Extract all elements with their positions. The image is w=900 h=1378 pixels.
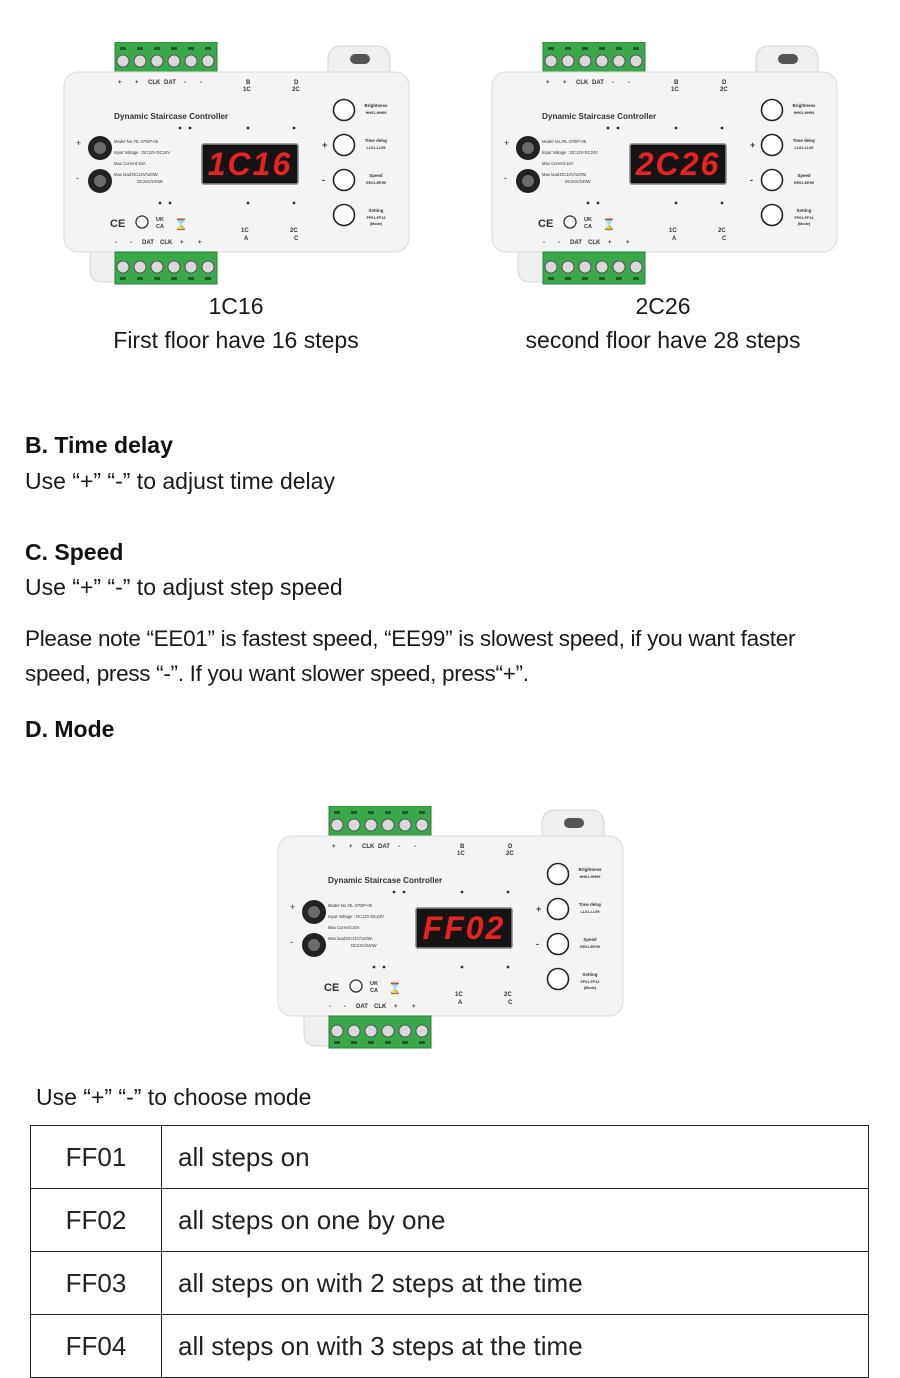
terminal-slot bbox=[633, 277, 639, 280]
spec-line: Max Current:10A bbox=[328, 925, 360, 930]
control-button bbox=[334, 205, 355, 226]
cert-mark: CE bbox=[538, 218, 554, 230]
terminal-screw bbox=[151, 55, 163, 67]
terminal-screw bbox=[596, 261, 608, 273]
speed-note bbox=[25, 621, 855, 691]
bottom-port-label: C bbox=[508, 1000, 513, 1006]
terminal-slot bbox=[582, 277, 588, 280]
terminal-screw bbox=[168, 261, 180, 273]
bottom-port-label: 2C bbox=[290, 228, 298, 234]
terminal-slot bbox=[616, 277, 622, 280]
spec-line: Model No.:RL-STEP-05 bbox=[542, 139, 586, 144]
bottom-port-label: 2C bbox=[504, 992, 512, 998]
bottom-terminal-label: - bbox=[344, 1004, 346, 1010]
terminal-slot bbox=[334, 811, 340, 814]
bottom-terminal-label: + bbox=[180, 240, 184, 246]
button-range: EE01-EE99 bbox=[366, 181, 386, 185]
terminal-screw bbox=[416, 819, 428, 831]
terminal-slot bbox=[120, 277, 126, 280]
top-port-label: 2C bbox=[720, 87, 728, 93]
terminal-screw bbox=[117, 261, 129, 273]
terminal-screw bbox=[562, 261, 574, 273]
button-sign: + bbox=[536, 904, 542, 914]
button-range: EE01-EE99 bbox=[794, 181, 814, 185]
top-port-label: D bbox=[722, 80, 727, 86]
terminal-slot bbox=[548, 277, 554, 280]
device-image-2c26 bbox=[488, 42, 868, 292]
cert-mark: CA bbox=[156, 224, 164, 230]
terminal-slot bbox=[419, 811, 425, 814]
top-terminal-label: + bbox=[563, 80, 567, 86]
control-button bbox=[334, 170, 355, 191]
top-terminal-label: CLK bbox=[576, 80, 589, 86]
terminal-screw bbox=[562, 55, 574, 67]
svg-text:+: + bbox=[290, 902, 296, 912]
bottom-port-label: 1C bbox=[455, 992, 463, 998]
terminal-screw bbox=[613, 55, 625, 67]
spec-line: Input Voltage : DC12V-DC24V bbox=[328, 914, 385, 919]
bottom-port-label: C bbox=[722, 236, 727, 242]
mode-description: all steps on with 2 steps at the time bbox=[162, 1252, 869, 1315]
mode-code: FF03 bbox=[31, 1252, 162, 1315]
button-sign: - bbox=[322, 175, 325, 185]
top-terminal-label: CLK bbox=[148, 80, 161, 86]
bottom-terminal-label: - bbox=[558, 240, 560, 246]
led-display: 1C16 bbox=[207, 146, 293, 182]
spec-line: Model No.:RL-STEP-05 bbox=[328, 903, 372, 908]
mode-code: FF04 bbox=[31, 1315, 162, 1378]
top-terminal-label: - bbox=[398, 844, 400, 850]
led-display: FF02 bbox=[422, 910, 506, 946]
controller-illustration bbox=[488, 42, 868, 292]
terminal-slot bbox=[154, 277, 160, 280]
terminal-screw bbox=[399, 1025, 411, 1037]
terminal-slot bbox=[188, 47, 194, 50]
bottom-port-label: 2C bbox=[718, 228, 726, 234]
terminal-slot bbox=[385, 1041, 391, 1044]
device-image-ff02 bbox=[274, 806, 654, 1056]
control-button bbox=[762, 205, 783, 226]
device-caption-1 bbox=[66, 289, 406, 357]
terminal-slot bbox=[616, 47, 622, 50]
caption-code: 1C16 bbox=[208, 293, 264, 319]
table-row bbox=[31, 1252, 869, 1315]
terminal-slot bbox=[368, 1041, 374, 1044]
control-button bbox=[548, 934, 569, 955]
button-label: Time delay bbox=[578, 902, 602, 907]
control-button bbox=[334, 100, 355, 121]
terminal-screw bbox=[348, 1025, 360, 1037]
top-port-label: 1C bbox=[243, 87, 251, 93]
svg-text:⌛: ⌛ bbox=[602, 219, 616, 231]
terminal-slot bbox=[599, 47, 605, 50]
bottom-terminal-label: - bbox=[329, 1004, 331, 1010]
terminal-screw bbox=[202, 261, 214, 273]
terminal-screw bbox=[630, 261, 642, 273]
top-terminal-label: DAT bbox=[164, 80, 176, 86]
terminal-screw bbox=[365, 819, 377, 831]
caption-text: First floor have 16 steps bbox=[113, 327, 359, 353]
top-port-label: D bbox=[294, 80, 299, 86]
control-button bbox=[334, 135, 355, 156]
bottom-port-label: 1C bbox=[241, 228, 249, 234]
spec-line: Max Current:10A bbox=[114, 161, 146, 166]
bottom-terminal-label: + bbox=[198, 240, 202, 246]
terminal-screw bbox=[382, 1025, 394, 1037]
bottom-port-label: C bbox=[294, 236, 299, 242]
control-button bbox=[548, 864, 569, 885]
terminal-screw bbox=[331, 819, 343, 831]
top-terminal-label: CLK bbox=[362, 844, 375, 850]
control-button bbox=[548, 969, 569, 990]
button-range: LL01-LL99 bbox=[794, 146, 814, 150]
terminal-slot bbox=[548, 47, 554, 50]
terminal-slot bbox=[599, 277, 605, 280]
spec-line: Max Current:10A bbox=[542, 161, 574, 166]
bottom-terminal-label: DAT bbox=[356, 1004, 368, 1010]
terminal-screw bbox=[117, 55, 129, 67]
button-range: FF01-FF12 bbox=[366, 216, 386, 220]
terminal-slot bbox=[368, 811, 374, 814]
bottom-terminal-label: - bbox=[543, 240, 545, 246]
top-port-label: 1C bbox=[671, 87, 679, 93]
cert-mark: UK bbox=[370, 981, 378, 987]
caption-text: second floor have 28 steps bbox=[525, 327, 801, 353]
top-port-label: 2C bbox=[506, 851, 514, 857]
button-sign: + bbox=[750, 140, 756, 150]
section-b-title: B. Time delay bbox=[25, 432, 173, 458]
button-label: Time delay bbox=[792, 138, 816, 143]
cert-mark: UK bbox=[584, 217, 592, 223]
terminal-screw bbox=[416, 1025, 428, 1037]
terminal-slot bbox=[137, 277, 143, 280]
spec-line: Max load:DC12V/120W, bbox=[114, 172, 159, 177]
top-terminal-label: - bbox=[414, 844, 416, 850]
top-port-label: B bbox=[674, 80, 679, 86]
control-button bbox=[762, 135, 783, 156]
table-row bbox=[31, 1315, 869, 1378]
bottom-port-label: A bbox=[672, 236, 677, 242]
cert-mark: CE bbox=[324, 982, 340, 994]
bottom-terminal-label: + bbox=[608, 240, 612, 246]
modes-table bbox=[30, 1125, 869, 1378]
mode-description: all steps on with 3 steps at the time bbox=[162, 1315, 869, 1378]
bottom-terminal-label: DAT bbox=[142, 240, 154, 246]
terminal-slot bbox=[334, 1041, 340, 1044]
cert-mark: CA bbox=[370, 988, 378, 994]
top-port-label: B bbox=[460, 844, 465, 850]
top-terminal-label: + bbox=[135, 80, 139, 86]
top-terminal-label: + bbox=[349, 844, 353, 850]
terminal-slot bbox=[385, 811, 391, 814]
terminal-slot bbox=[154, 47, 160, 50]
button-range: FF01-FF12 bbox=[580, 980, 600, 984]
terminal-slot bbox=[633, 47, 639, 50]
terminal-screw bbox=[151, 261, 163, 273]
top-terminal-label: + bbox=[546, 80, 550, 86]
button-label: Setting bbox=[368, 208, 384, 213]
bottom-terminal-label: CLK bbox=[160, 240, 173, 246]
terminal-slot bbox=[419, 1041, 425, 1044]
terminal-slot bbox=[188, 277, 194, 280]
spec-line: Max load:DC12V/120W, bbox=[328, 936, 373, 941]
button-sign: - bbox=[536, 939, 539, 949]
terminal-screw bbox=[399, 819, 411, 831]
mode-description: all steps on one by one bbox=[162, 1189, 869, 1252]
svg-text:+: + bbox=[76, 138, 82, 148]
mode-code: FF02 bbox=[31, 1189, 162, 1252]
bottom-terminal-label: + bbox=[626, 240, 630, 246]
bottom-terminal-label: + bbox=[394, 1004, 398, 1010]
speed-note-line2: speed, press “-”. If you want slower speed, press“+”. bbox=[25, 661, 529, 686]
terminal-slot bbox=[120, 47, 126, 50]
button-extra: (Mode) bbox=[369, 222, 383, 226]
top-terminal-label: - bbox=[628, 80, 630, 86]
section-c-title: C. Speed bbox=[25, 539, 124, 565]
terminal-screw bbox=[134, 261, 146, 273]
button-label: Brightness bbox=[792, 103, 816, 108]
svg-text:⌛: ⌛ bbox=[388, 983, 402, 995]
spec-line: DC24V/240W bbox=[137, 179, 163, 184]
top-terminal-label: + bbox=[118, 80, 122, 86]
table-row bbox=[31, 1126, 869, 1189]
controller-title: Dynamic Staircase Controller bbox=[328, 876, 443, 885]
spec-line: DC24V/240W bbox=[351, 943, 377, 948]
button-extra: (Mode) bbox=[797, 222, 811, 226]
bottom-port-label: A bbox=[244, 236, 249, 242]
terminal-screw bbox=[630, 55, 642, 67]
spec-line: Max load:DC12V/120W, bbox=[542, 172, 587, 177]
terminal-screw bbox=[596, 55, 608, 67]
button-range: HH01-HH99 bbox=[365, 111, 387, 115]
bottom-port-label: 1C bbox=[669, 228, 677, 234]
svg-text:⌛: ⌛ bbox=[174, 219, 188, 231]
terminal-slot bbox=[171, 47, 177, 50]
led-display: 2C26 bbox=[635, 146, 721, 182]
mode-instruction: Use “+” “-” to choose mode bbox=[36, 1084, 312, 1110]
terminal-slot bbox=[351, 1041, 357, 1044]
button-range: LL01-LL99 bbox=[580, 910, 600, 914]
terminal-slot bbox=[205, 277, 211, 280]
modes-table-body bbox=[31, 1126, 869, 1378]
mode-description: all steps on bbox=[162, 1126, 869, 1189]
bottom-terminal-label: - bbox=[130, 240, 132, 246]
bottom-port-label: A bbox=[458, 1000, 463, 1006]
button-extra: (Mode) bbox=[583, 986, 597, 990]
top-port-label: D bbox=[508, 844, 513, 850]
button-range: LL01-LL99 bbox=[366, 146, 386, 150]
cert-mark: CA bbox=[584, 224, 592, 230]
terminal-screw bbox=[202, 55, 214, 67]
terminal-screw bbox=[331, 1025, 343, 1037]
button-range: EE01-EE99 bbox=[580, 945, 600, 949]
svg-text:-: - bbox=[76, 173, 79, 183]
bottom-terminal-label: CLK bbox=[588, 240, 601, 246]
top-terminal-label: - bbox=[200, 80, 202, 86]
terminal-slot bbox=[205, 47, 211, 50]
terminal-screw bbox=[613, 261, 625, 273]
mode-code: FF01 bbox=[31, 1126, 162, 1189]
terminal-slot bbox=[137, 47, 143, 50]
terminal-screw bbox=[382, 819, 394, 831]
control-button bbox=[762, 100, 783, 121]
terminal-slot bbox=[402, 1041, 408, 1044]
terminal-slot bbox=[402, 811, 408, 814]
control-button bbox=[548, 899, 569, 920]
svg-text:+: + bbox=[504, 138, 510, 148]
terminal-slot bbox=[351, 811, 357, 814]
device-caption-2 bbox=[493, 289, 833, 357]
spec-line: Input Voltage : DC12V-DC24V bbox=[542, 150, 599, 155]
svg-text:-: - bbox=[290, 937, 293, 947]
button-range: FF01-FF12 bbox=[794, 216, 814, 220]
button-label: Brightness bbox=[364, 103, 388, 108]
spec-line: DC24V/240W bbox=[565, 179, 591, 184]
controller-title: Dynamic Staircase Controller bbox=[542, 112, 657, 121]
button-label: Speed bbox=[369, 173, 383, 178]
terminal-slot bbox=[171, 277, 177, 280]
terminal-screw bbox=[545, 261, 557, 273]
section-b-text: Use “+” “-” to adjust time delay bbox=[25, 468, 335, 494]
terminal-slot bbox=[565, 277, 571, 280]
terminal-screw bbox=[185, 261, 197, 273]
top-port-label: 1C bbox=[457, 851, 465, 857]
cert-mark: UK bbox=[156, 217, 164, 223]
top-terminal-label: - bbox=[612, 80, 614, 86]
terminal-slot bbox=[565, 47, 571, 50]
top-port-label: B bbox=[246, 80, 251, 86]
bottom-terminal-label: DAT bbox=[570, 240, 582, 246]
button-range: HH01-HH99 bbox=[579, 875, 601, 879]
bottom-terminal-label: - bbox=[115, 240, 117, 246]
spec-line: Input Voltage : DC12V-DC24V bbox=[114, 150, 171, 155]
top-terminal-label: DAT bbox=[378, 844, 390, 850]
speed-note-line1: Please note “EE01” is fastest speed, “EE99” is slowest speed, if you want faster bbox=[25, 626, 796, 651]
button-label: Setting bbox=[796, 208, 812, 213]
top-terminal-label: + bbox=[332, 844, 336, 850]
terminal-slot bbox=[582, 47, 588, 50]
button-label: Speed bbox=[797, 173, 811, 178]
button-sign: - bbox=[750, 175, 753, 185]
button-range: HH01-HH99 bbox=[793, 111, 815, 115]
terminal-screw bbox=[545, 55, 557, 67]
control-button bbox=[762, 170, 783, 191]
terminal-screw bbox=[365, 1025, 377, 1037]
svg-text:-: - bbox=[504, 173, 507, 183]
terminal-screw bbox=[168, 55, 180, 67]
controller-title: Dynamic Staircase Controller bbox=[114, 112, 229, 121]
bottom-terminal-label: CLK bbox=[374, 1004, 387, 1010]
terminal-screw bbox=[579, 261, 591, 273]
button-label: Setting bbox=[582, 972, 598, 977]
button-label: Time delay bbox=[364, 138, 388, 143]
terminal-screw bbox=[348, 819, 360, 831]
controller-illustration bbox=[60, 42, 440, 292]
button-label: Brightness bbox=[578, 867, 602, 872]
terminal-screw bbox=[185, 55, 197, 67]
bottom-terminal-label: + bbox=[412, 1004, 416, 1010]
section-c-text: Use “+” “-” to adjust step speed bbox=[25, 574, 343, 600]
terminal-screw bbox=[134, 55, 146, 67]
top-port-label: 2C bbox=[292, 87, 300, 93]
table-row bbox=[31, 1189, 869, 1252]
controller-illustration bbox=[274, 806, 654, 1056]
terminal-screw bbox=[579, 55, 591, 67]
spec-line: Model No.:RL-STEP-05 bbox=[114, 139, 158, 144]
section-d-title: D. Mode bbox=[25, 716, 115, 742]
device-image-1c16 bbox=[60, 42, 440, 292]
button-label: Speed bbox=[583, 937, 597, 942]
top-terminal-label: DAT bbox=[592, 80, 604, 86]
cert-mark: CE bbox=[110, 218, 126, 230]
top-terminal-label: - bbox=[184, 80, 186, 86]
caption-code: 2C26 bbox=[635, 293, 691, 319]
button-sign: + bbox=[322, 140, 328, 150]
